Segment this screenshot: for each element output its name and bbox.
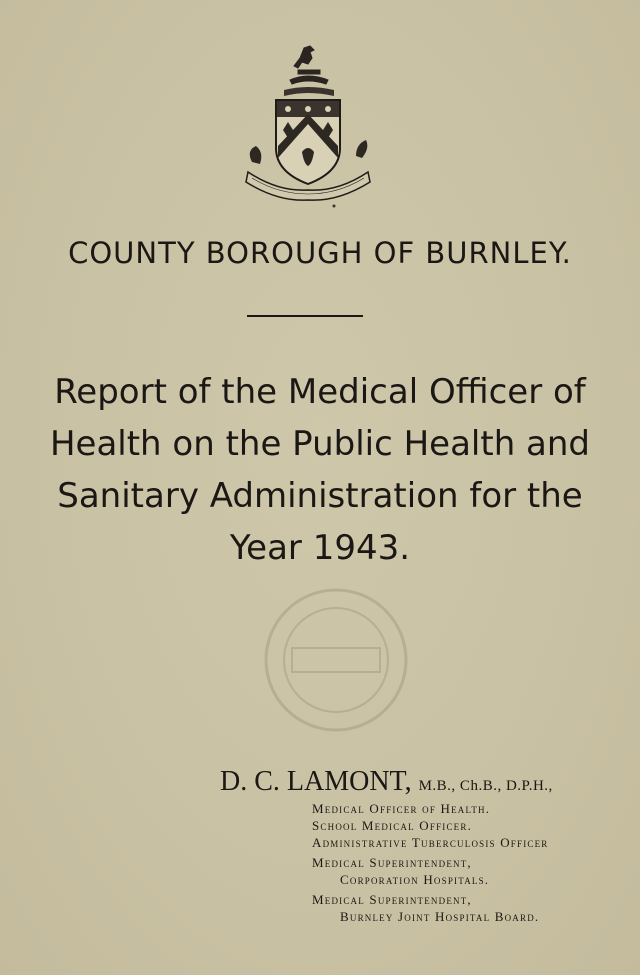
author-degrees: M.B., Ch.B., D.P.H., (418, 778, 553, 794)
position-item: Medical Superintendent, (312, 892, 472, 907)
author-block (220, 766, 620, 925)
coat-of-arms-crest (238, 40, 378, 210)
position-item: Administrative Tuberculosis Officer (312, 835, 549, 850)
divider-rule (247, 315, 363, 317)
title-line: Report of the Medical Officer of (54, 372, 586, 412)
author-name-line (220, 766, 620, 798)
position-item: Burnley Joint Hospital Board. (340, 909, 540, 924)
library-stamp-watermark (262, 586, 410, 734)
title-line: Sanitary Administration for the (57, 476, 583, 516)
author-name: D. C. LAMONT, (220, 766, 412, 797)
title-line: Health on the Public Health and (49, 424, 591, 464)
position-item: School Medical Officer. (312, 818, 473, 833)
author-positions (312, 800, 620, 925)
report-title (20, 366, 620, 574)
position-item: Corporation Hospitals. (340, 872, 490, 887)
position-item: Medical Superintendent, (312, 855, 472, 870)
borough-heading: COUNTY BOROUGH OF BURNLEY. (68, 236, 572, 270)
title-line: Year 1943. (229, 528, 411, 568)
position-item: Medical Officer of Health. (312, 801, 491, 816)
